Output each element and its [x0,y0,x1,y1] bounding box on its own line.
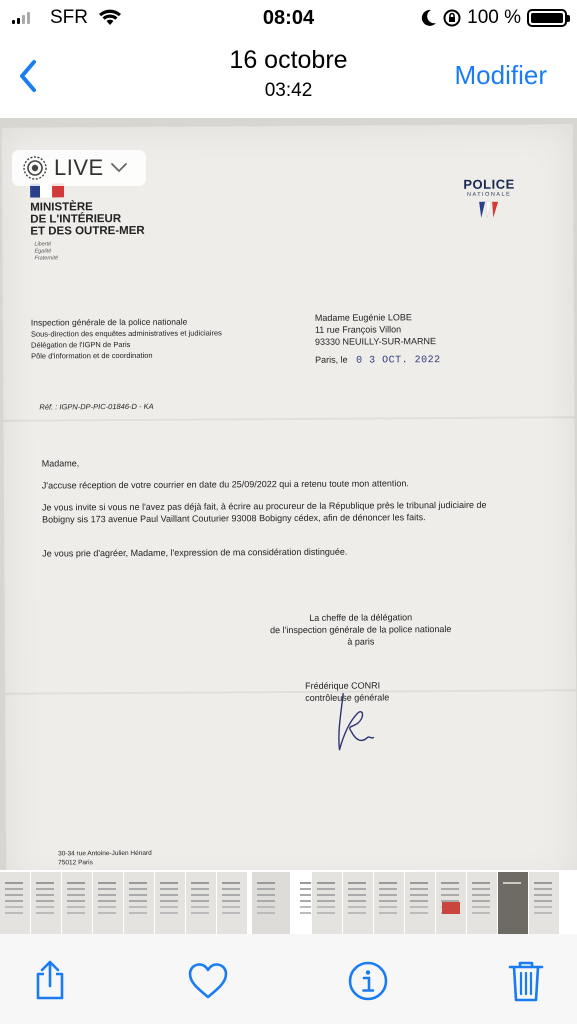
thumbnail[interactable] [155,872,185,934]
trash-icon [507,959,545,1003]
thumbnail[interactable] [529,872,559,934]
thumbnail[interactable] [124,872,154,934]
thumbnail[interactable] [312,872,342,934]
photo-viewer[interactable] [0,118,577,870]
bottom-toolbar [0,934,577,1024]
thumbnail[interactable] [467,872,497,934]
status-bar [0,0,577,38]
handwritten-signature [323,691,383,753]
moon-icon [421,9,437,27]
chevron-down-icon [110,162,128,174]
letter-document [2,124,577,870]
delete-button[interactable] [504,958,548,1004]
letter-footer-address: 30-34 rue Antoine-Julien Hénard 75012 Paris [58,849,152,867]
battery-percentage: 100 % [467,7,521,28]
thumbnail[interactable] [0,872,30,934]
salutation: Madame, [41,458,80,469]
info-button[interactable] [346,958,390,1004]
thumbnail[interactable] [31,872,61,934]
recipient-address: Madame Eugénie LOBE 11 rue François Villon 93330 NEUILLY-SUR-MARNE [314,312,437,347]
ministry-name: MINISTÈRE DE L'INTÉRIEUR ET DES OUTRE-MER [30,201,145,238]
heart-icon [187,962,229,1000]
thumbnail[interactable] [374,872,404,934]
share-button[interactable] [28,958,72,1004]
live-label: LIVE [54,155,104,180]
share-icon [32,960,68,1002]
signer-identity: Frédérique CONRI contrôleuse générale [305,680,390,703]
carrier-name: SFR [50,7,88,28]
thumbnail[interactable] [93,872,123,934]
navigation-bar [0,38,577,114]
thumbnail[interactable] [217,872,247,934]
paragraph-1: J'accuse réception de votre courrier en date du 25/09/2022 qui a retenu toute mon attention. [41,478,409,491]
paragraph-3: Je vous prie d'agréer, Madame, l'expression de ma considération distinguée. [42,546,348,559]
battery-icon [527,9,567,27]
police-tricolor-icon [475,198,503,222]
thumbnail[interactable] [405,872,435,934]
thumbnail-gap [295,872,311,934]
police-nationale-logo: POLICE NATIONALE [454,177,524,227]
edit-button[interactable]: Modifier [454,60,547,90]
paragraph-2: Je vous invite si vous ne l'avez pas déjà fait, à écrire au procureur de la République près le tribunal judiciaire de Bobigny sis 173 avenue Paul Vaillant Couturier 93008 Bobigny cédex, afin de dénoncer les faits. [41,499,487,525]
photo-date: 16 octobre [229,46,348,74]
clock: 08:04 [262,7,315,29]
reference-number: Réf. : IGPN-DP-PIC-01846-D - KA [39,401,154,412]
live-photo-icon [22,155,48,181]
thumbnail[interactable] [186,872,216,934]
orientation-lock-icon [443,9,461,27]
sender-block: Inspection générale de la police nationale Sous-direction des enquêtes administratives et judiciaires Délégation de l'IGPN de Paris Pôle d'information et de coordination [30,316,222,361]
thumbnail[interactable] [436,872,466,934]
thumbnail[interactable] [498,872,528,934]
thumbnail-selected[interactable] [248,872,294,934]
date-stamp: 0 3 OCT. 2022 [356,355,441,367]
photo-filmstrip[interactable] [0,872,577,934]
letter-date: Paris, le 0 3 OCT. 2022 [315,354,441,367]
republic-motto: Liberté Égalité Fraternité [34,241,59,262]
info-icon [347,960,389,1002]
thumbnail[interactable] [343,872,373,934]
signatory-block: La cheffe de la délégation de l'inspection générale de la police nationale à paris [270,612,452,647]
favorite-button[interactable] [186,958,230,1004]
thumbnail[interactable] [62,872,92,934]
live-photo-button[interactable] [12,150,146,186]
photo-time: 03:42 [264,80,313,101]
